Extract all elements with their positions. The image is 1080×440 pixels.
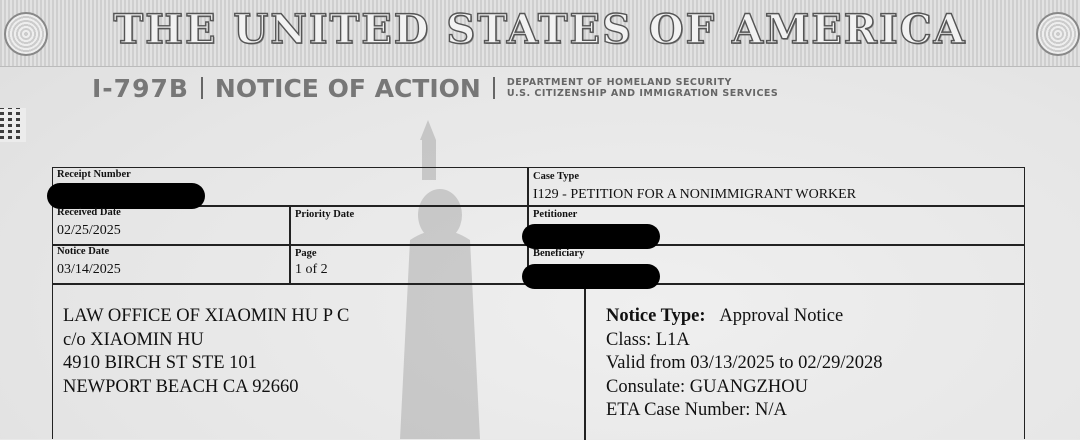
department-name (507, 77, 778, 99)
department-line-2: U.S. CITIZENSHIP AND IMMIGRATION SERVICES (506, 88, 779, 99)
form-header (92, 70, 778, 106)
notice-type-row (606, 305, 882, 329)
address-line: NEWPORT BEACH CA 92660 (63, 376, 299, 397)
case-type-value: I129 - PETITION FOR A NONIMMIGRANT WORKER (533, 187, 857, 202)
notice-date-cell (53, 245, 289, 283)
divider (201, 77, 203, 99)
page-cell (291, 245, 527, 283)
banner-title: THE UNITED STATES OF AMERICA (113, 6, 967, 53)
notice-date-label: Notice Date (57, 246, 110, 257)
department-line-1: DEPARTMENT OF HOMELAND SECURITY (506, 77, 732, 88)
received-date-cell (53, 206, 289, 244)
beneficiary-cell (529, 245, 1024, 283)
form-name: NOTICE OF ACTION (214, 73, 481, 103)
notice-type-value: Approval Notice (719, 306, 844, 326)
petitioner-cell (529, 206, 1024, 244)
case-type-cell (529, 168, 1024, 205)
beneficiary-label: Beneficiary (533, 248, 585, 259)
receipt-number-label: Receipt Number (57, 169, 131, 180)
notice-type-label: Notice Type: (606, 306, 706, 326)
eta-row: ETA Case Number: N/A (606, 400, 787, 420)
engraved-banner (0, 0, 1080, 67)
case-info-grid (52, 167, 1025, 439)
address-line: c/o XIAOMIN HU (63, 329, 204, 350)
class-row: Class: L1A (606, 329, 690, 350)
mailing-address (63, 305, 349, 399)
priority-date-cell (291, 206, 527, 244)
receipt-number-cell (53, 168, 527, 205)
received-date-value: 02/25/2025 (57, 223, 121, 238)
consulate-row: Consulate: GUANGZHOU (606, 376, 808, 397)
divider (493, 77, 495, 99)
mailing-address-box (53, 285, 584, 440)
page-value: 1 of 2 (295, 262, 328, 277)
notice-details-box (586, 285, 1024, 440)
priority-date-label: Priority Date (295, 209, 355, 220)
notice-date-value: 03/14/2025 (57, 262, 121, 277)
petitioner-label: Petitioner (533, 209, 578, 220)
form-id: I-797B (92, 73, 189, 103)
page-label: Page (295, 248, 317, 259)
validity-row: Valid from 03/13/2025 to 02/29/2028 (606, 353, 883, 373)
address-line: LAW OFFICE OF XIAOMIN HU P C (63, 306, 350, 326)
case-type-label: Case Type (533, 171, 579, 182)
barcode-icon (0, 108, 26, 142)
received-date-label: Received Date (57, 207, 121, 218)
notice-details (606, 305, 882, 423)
address-line: 4910 BIRCH ST STE 101 (63, 353, 257, 373)
